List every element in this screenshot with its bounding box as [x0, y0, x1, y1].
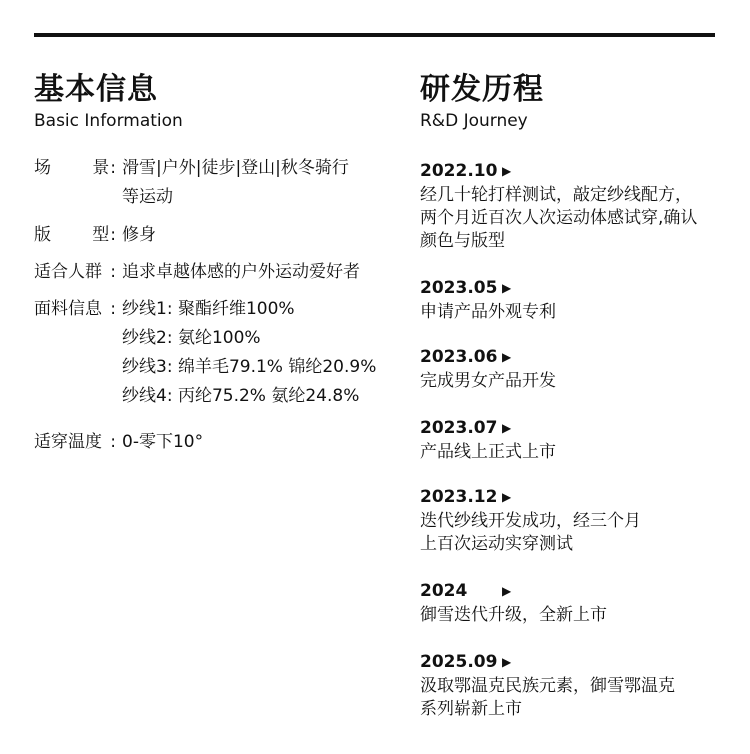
timeline-item — [420, 578, 740, 627]
timeline-date: 2024 — [420, 581, 468, 601]
info-value — [116, 428, 394, 457]
timeline-date: 2023.12 — [420, 487, 498, 507]
info-value-line: 修身 — [122, 225, 156, 245]
info-value — [116, 258, 394, 287]
info-value-line: 纱线1: 聚酯纤维100% — [122, 299, 295, 319]
info-row-scene — [34, 154, 394, 212]
rd-journey-subtitle: R&D Journey — [420, 111, 528, 131]
basic-info-title: 基本信息 — [34, 72, 158, 107]
info-label-text: 面料信息 — [34, 299, 102, 319]
info-label-text: 适合人群 — [34, 262, 102, 282]
info-label-colon: : — [110, 299, 116, 319]
info-label — [34, 154, 116, 183]
info-row-fabric — [34, 295, 394, 411]
info-label — [34, 258, 116, 287]
timeline-desc-line: 迭代纱线开发成功，经三个月 — [420, 511, 641, 531]
play-arrow-icon: ▶ — [502, 421, 512, 435]
info-value — [116, 221, 394, 250]
timeline-item — [420, 484, 740, 556]
basic-info-subtitle: Basic Information — [34, 111, 183, 131]
rd-journey-title: 研发历程 — [420, 72, 544, 107]
timeline-date: 2022.10 — [420, 161, 498, 181]
info-row-fit — [34, 221, 394, 250]
timeline-desc-line: 上百次运动实穿测试 — [420, 534, 573, 554]
timeline-description — [420, 675, 740, 721]
timeline-desc-line: 申请产品外观专利 — [420, 302, 556, 322]
play-arrow-icon: ▶ — [502, 350, 512, 364]
play-arrow-icon: ▶ — [502, 490, 512, 504]
info-list — [34, 154, 394, 457]
timeline-desc-line: 两个月近百次人次运动体感试穿,确认 — [420, 208, 698, 228]
info-label-char: 场 — [34, 158, 51, 178]
info-value-line: 纱线2: 氨纶100% — [122, 328, 261, 348]
timeline-item — [420, 649, 740, 721]
info-value-line: 纱线4: 丙纶75.2% 氨纶24.8% — [122, 386, 360, 406]
info-label-text: 适穿温度 — [34, 432, 102, 452]
basic-info-section — [34, 72, 394, 457]
play-arrow-icon: ▶ — [502, 584, 512, 598]
info-label-colon: : — [110, 158, 116, 178]
info-value-line: 滑雪|户外|徒步|登山|秋冬骑行 — [122, 158, 349, 178]
timeline-date: 2025.09 — [420, 652, 498, 672]
info-row-temperature — [34, 428, 394, 457]
info-row-audience — [34, 258, 394, 287]
info-label-char: 景 — [92, 158, 110, 178]
info-label-colon: : — [110, 262, 116, 282]
info-label — [34, 295, 116, 324]
info-value — [116, 295, 394, 411]
timeline-item — [420, 158, 740, 253]
timeline-item — [420, 275, 740, 324]
timeline-description — [420, 604, 740, 627]
info-value-line: 等运动 — [122, 187, 173, 207]
info-label-char: 版 — [34, 225, 51, 245]
timeline-desc-line: 系列崭新上市 — [420, 699, 522, 719]
info-label — [34, 428, 116, 457]
info-label — [34, 221, 116, 250]
play-arrow-icon: ▶ — [502, 164, 512, 178]
timeline-description — [420, 184, 740, 253]
timeline-description — [420, 441, 740, 464]
info-value — [116, 154, 394, 212]
timeline-description — [420, 510, 740, 556]
timeline-desc-line: 御雪迭代升级，全新上市 — [420, 605, 607, 625]
timeline-item — [420, 415, 740, 464]
info-label-colon: : — [110, 225, 116, 245]
timeline-date: 2023.06 — [420, 347, 498, 367]
timeline-desc-line: 颜色与版型 — [420, 231, 505, 251]
timeline-desc-line: 产品线上正式上市 — [420, 442, 556, 462]
info-value-line: 纱线3: 绵羊毛79.1% 锦纶20.9% — [122, 357, 377, 377]
info-label-char: 型 — [92, 225, 110, 245]
timeline-date: 2023.07 — [420, 418, 498, 438]
info-label-colon: : — [110, 432, 116, 452]
info-value-line: 追求卓越体感的户外运动爱好者 — [122, 262, 360, 282]
timeline-desc-line: 汲取鄂温克民族元素，御雪鄂温克 — [420, 676, 675, 696]
info-value-line: 0-零下10° — [122, 432, 204, 452]
timeline-description — [420, 370, 740, 393]
timeline-desc-line: 经几十轮打样测试，敲定纱线配方， — [420, 185, 692, 205]
timeline-desc-line: 完成男女产品开发 — [420, 371, 556, 391]
top-divider — [34, 33, 715, 37]
play-arrow-icon: ▶ — [502, 281, 512, 295]
timeline-item — [420, 344, 740, 393]
rd-journey-section — [420, 72, 740, 721]
timeline — [420, 158, 740, 721]
timeline-date: 2023.05 — [420, 278, 498, 298]
play-arrow-icon: ▶ — [502, 655, 512, 669]
timeline-description — [420, 301, 740, 324]
